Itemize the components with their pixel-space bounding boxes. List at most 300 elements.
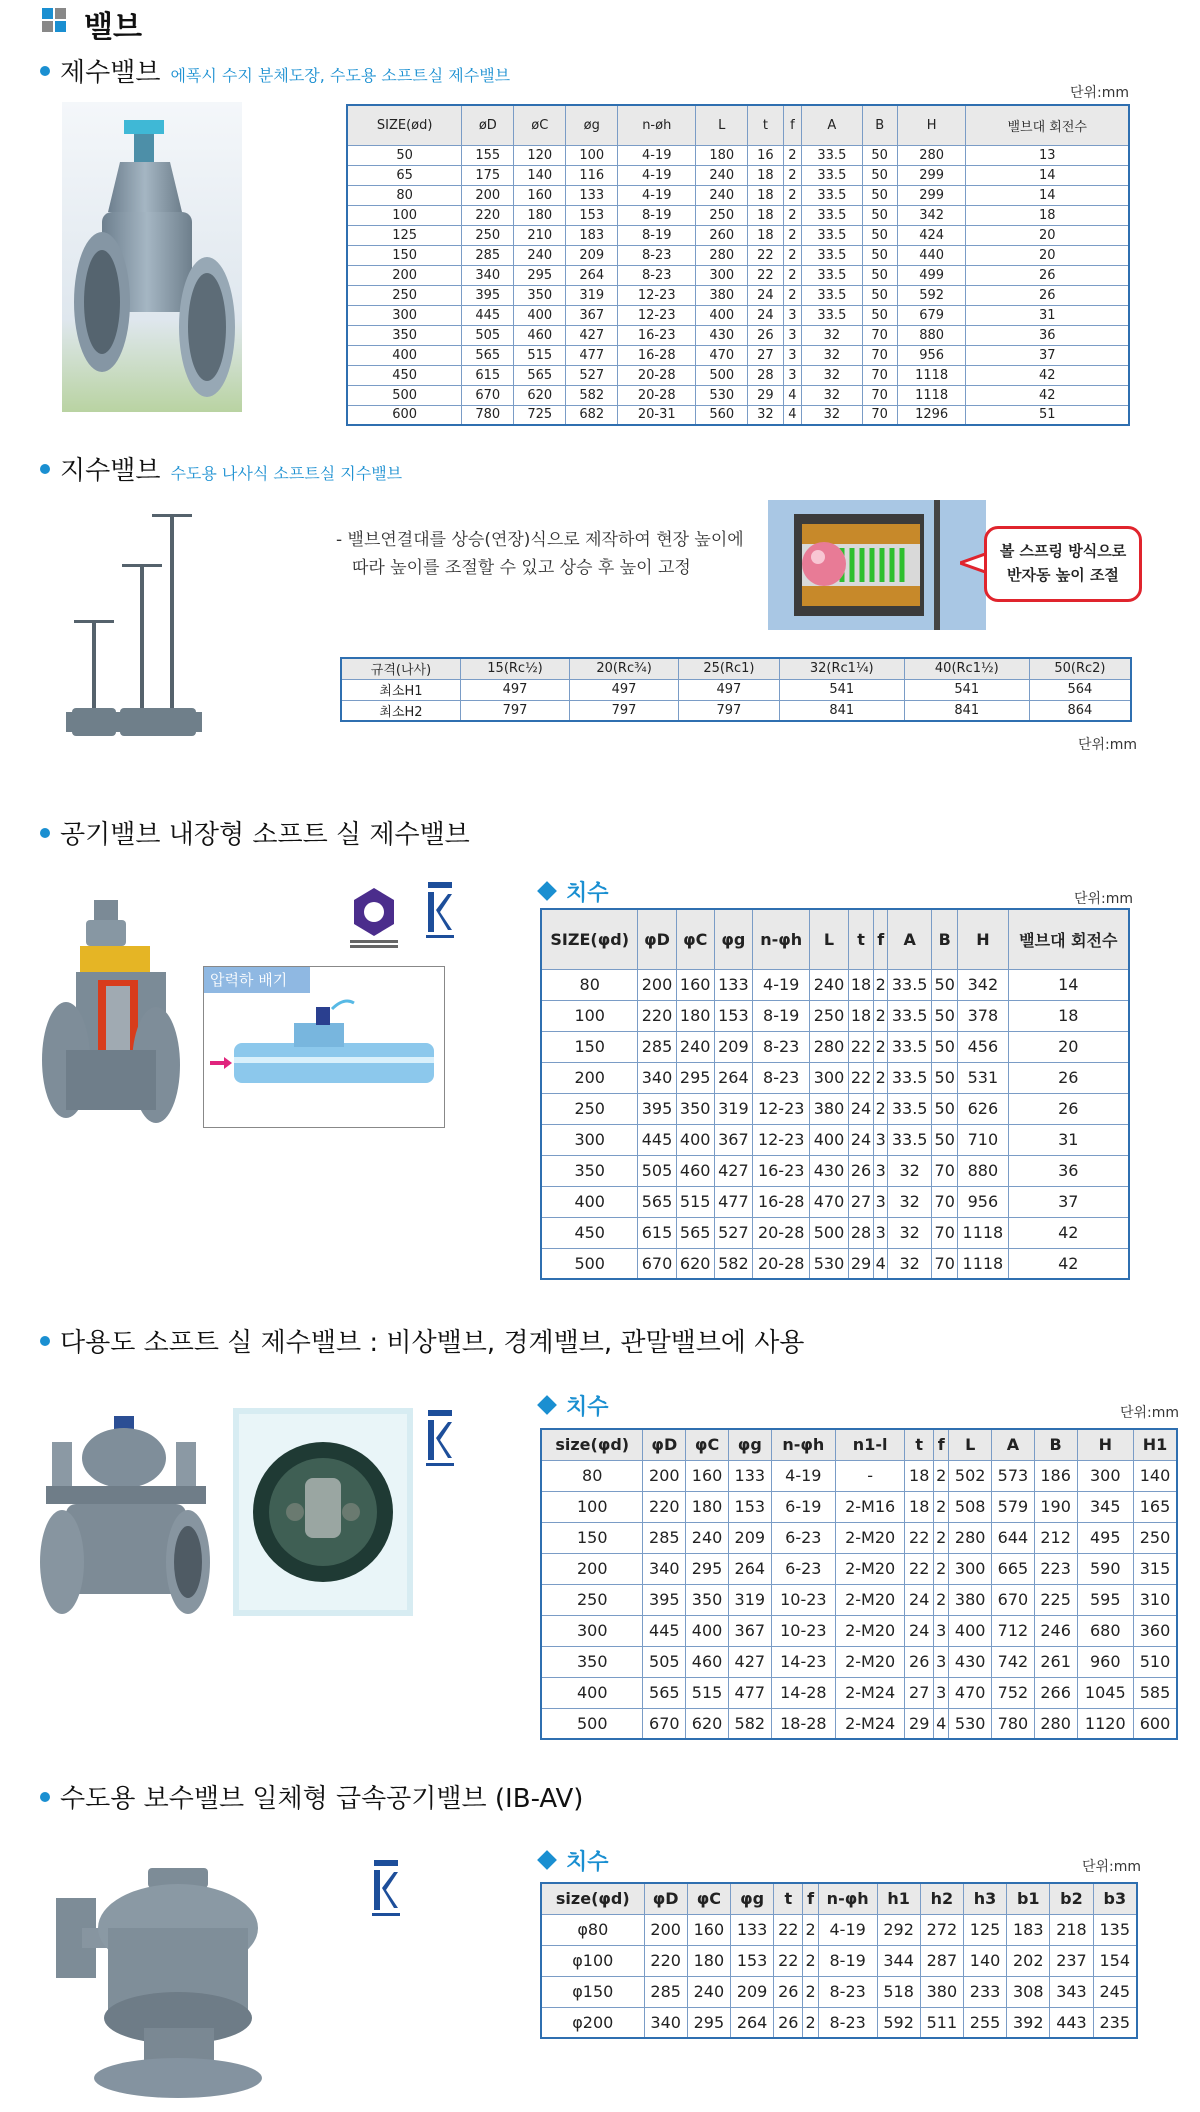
table-cell: 42 <box>966 385 1129 405</box>
table-cell: 218 <box>1050 1914 1093 1945</box>
table-cell: 183 <box>566 225 618 245</box>
table-cell: 3 <box>874 1217 888 1248</box>
table-cell: 12-23 <box>618 285 696 305</box>
table-cell: 225 <box>1034 1584 1077 1615</box>
table-cell: 33.5 <box>802 225 862 245</box>
table-cell: 497 <box>679 679 780 700</box>
table-cell: 33.5 <box>887 1093 931 1124</box>
table-row <box>347 305 1129 325</box>
table-cell: 18-28 <box>771 1708 835 1739</box>
table-cell: 250 <box>541 1584 643 1615</box>
table-cell: 367 <box>728 1615 771 1646</box>
table-header-cell: φg <box>728 1429 771 1460</box>
section4-dim-heading <box>540 1390 609 1421</box>
table-cell: 32 <box>748 405 783 425</box>
table-cell: 565 <box>638 1186 676 1217</box>
table-cell: 220 <box>643 1491 686 1522</box>
table-cell: 670 <box>638 1248 676 1279</box>
table-cell: 18 <box>748 225 783 245</box>
table-cell: 14 <box>966 165 1129 185</box>
table-cell: 470 <box>810 1186 848 1217</box>
table-row <box>347 185 1129 205</box>
table-cell: 33.5 <box>887 1124 931 1155</box>
table-cell: 31 <box>966 305 1129 325</box>
table-cell: 6-23 <box>771 1553 835 1584</box>
table-header-cell: B <box>932 909 958 969</box>
table-cell: 2 <box>783 245 802 265</box>
table-row <box>341 679 1131 700</box>
table-cell: 100 <box>541 1000 638 1031</box>
section2-title <box>40 450 402 487</box>
table-cell: 285 <box>462 245 514 265</box>
table-cell: 380 <box>949 1584 992 1615</box>
table-header-cell: L <box>810 909 848 969</box>
table-cell: 최소H1 <box>341 679 461 700</box>
table-cell: 505 <box>638 1155 676 1186</box>
table-row <box>541 1522 1177 1553</box>
table-cell: 250 <box>541 1093 638 1124</box>
table-header-cell: øg <box>566 105 618 145</box>
table-cell: 32 <box>887 1248 931 1279</box>
table-cell: 2 <box>783 165 802 185</box>
table-cell: 32 <box>802 385 862 405</box>
table-cell: 18 <box>905 1460 934 1491</box>
table-cell: 20-31 <box>618 405 696 425</box>
table-cell: 615 <box>462 365 514 385</box>
table-cell: 2 <box>783 265 802 285</box>
table-cell: 565 <box>676 1217 714 1248</box>
table-cell: 33.5 <box>802 245 862 265</box>
table-cell: 200 <box>644 1914 687 1945</box>
table-cell: 140 <box>514 165 566 185</box>
table-cell: 22 <box>905 1553 934 1584</box>
table-row <box>347 285 1129 305</box>
pressure-exhaust-label: 압력하 배기 <box>204 967 310 993</box>
table-cell: 186 <box>1034 1460 1077 1491</box>
table-row <box>347 245 1129 265</box>
table-cell: 780 <box>462 405 514 425</box>
table-cell: 343 <box>1050 1976 1093 2007</box>
table-row <box>347 365 1129 385</box>
table-cell: 500 <box>347 385 462 405</box>
bullet-icon <box>40 464 50 474</box>
table-cell: 50 <box>862 285 897 305</box>
table-cell: 3 <box>874 1186 888 1217</box>
table-cell: 3 <box>783 305 802 325</box>
table-cell: 20 <box>966 245 1129 265</box>
table-cell: 32 <box>887 1186 931 1217</box>
table-cell: 430 <box>810 1155 848 1186</box>
section1-spec-table <box>346 104 1130 426</box>
table-cell: 20-28 <box>752 1217 809 1248</box>
table-header-row <box>541 1883 1137 1914</box>
table-row <box>541 1460 1177 1491</box>
table-cell: 153 <box>728 1491 771 1522</box>
table-cell: 33.5 <box>802 165 862 185</box>
table-cell: 29 <box>905 1708 934 1739</box>
table-cell: 220 <box>462 205 514 225</box>
table-cell: 295 <box>686 1553 729 1584</box>
table-cell: 37 <box>1008 1186 1129 1217</box>
table-cell: 18 <box>748 165 783 185</box>
table-cell: 50 <box>862 185 897 205</box>
table-cell: 300 <box>949 1553 992 1584</box>
table-cell: 400 <box>949 1615 992 1646</box>
table-cell: 36 <box>1008 1155 1129 1186</box>
table-row <box>347 205 1129 225</box>
table-cell: 100 <box>347 205 462 225</box>
table-cell: 573 <box>992 1460 1035 1491</box>
table-cell: 582 <box>566 385 618 405</box>
table-cell: 22 <box>848 1062 874 1093</box>
table-cell: 315 <box>1134 1553 1177 1584</box>
table-row <box>541 1093 1129 1124</box>
title-square-icon <box>55 8 66 19</box>
table-row <box>347 345 1129 365</box>
table-cell: 6-19 <box>771 1491 835 1522</box>
table-cell: 424 <box>897 225 966 245</box>
table-cell: 1118 <box>897 365 966 385</box>
table-cell: 50 <box>862 165 897 185</box>
table-cell: 505 <box>643 1646 686 1677</box>
table-header-cell: t <box>848 909 874 969</box>
section2-title-text: 지수밸브 <box>60 456 161 486</box>
table-cell: 615 <box>638 1217 676 1248</box>
table-cell: 2-M20 <box>836 1584 905 1615</box>
gate-valve-image <box>62 102 242 412</box>
table-cell: 595 <box>1077 1584 1134 1615</box>
table-header-cell: SIZE(φd) <box>541 909 638 969</box>
table-cell: 26 <box>966 285 1129 305</box>
table-cell: 100 <box>566 145 618 165</box>
table-cell: 209 <box>566 245 618 265</box>
table-cell: 470 <box>949 1677 992 1708</box>
table-cell: 308 <box>1007 1976 1050 2007</box>
table-cell: 2-M20 <box>836 1553 905 1584</box>
table-cell: 223 <box>1034 1553 1077 1584</box>
table-header-cell: 40(Rc1½) <box>904 658 1029 679</box>
table-cell: 32 <box>802 345 862 365</box>
table-cell: 18 <box>848 1000 874 1031</box>
table-cell: 70 <box>932 1155 958 1186</box>
table-cell: 450 <box>541 1217 638 1248</box>
table-cell: 367 <box>566 305 618 325</box>
table-cell: 2 <box>783 185 802 205</box>
table-cell: 400 <box>686 1615 729 1646</box>
table-cell: 4 <box>874 1248 888 1279</box>
table-cell: 797 <box>570 700 679 721</box>
table-cell: 477 <box>566 345 618 365</box>
ball-spring-callout <box>984 526 1142 602</box>
table-cell: 541 <box>904 679 1029 700</box>
table-cell: 579 <box>992 1491 1035 1522</box>
table-cell: 300 <box>810 1062 848 1093</box>
table-header-row <box>541 1429 1177 1460</box>
table-cell: 3 <box>783 345 802 365</box>
table-cell: 22 <box>748 245 783 265</box>
table-cell: 160 <box>687 1914 730 1945</box>
table-header-cell: φC <box>687 1883 730 1914</box>
table-header-cell: φg <box>714 909 752 969</box>
table-cell: 133 <box>714 969 752 1000</box>
section3-spec-table <box>540 908 1130 1280</box>
table-cell: 395 <box>643 1584 686 1615</box>
table-cell: - <box>836 1460 905 1491</box>
table-cell: 670 <box>992 1584 1035 1615</box>
table-cell: 682 <box>566 405 618 425</box>
table-cell: 2 <box>874 1093 888 1124</box>
table-cell: 8-19 <box>618 225 696 245</box>
table-cell: 42 <box>1008 1217 1129 1248</box>
section5-unit: 단위:mm <box>1082 1859 1142 1875</box>
table-cell: 20-28 <box>618 365 696 385</box>
table-cell: 582 <box>714 1248 752 1279</box>
table-cell: 500 <box>541 1708 643 1739</box>
table-cell: 367 <box>714 1124 752 1155</box>
section5-spec-table <box>540 1882 1138 2039</box>
table-header-row <box>347 105 1129 145</box>
table-cell: 350 <box>541 1646 643 1677</box>
table-cell: 360 <box>1134 1615 1177 1646</box>
table-cell: 592 <box>877 2007 920 2038</box>
table-cell: 150 <box>347 245 462 265</box>
table-cell: 133 <box>728 1460 771 1491</box>
table-cell: 200 <box>347 265 462 285</box>
table-cell: 140 <box>1134 1460 1177 1491</box>
table-cell: 16-23 <box>752 1155 809 1186</box>
section3-title-text: 공기밸브 내장형 소프트 실 제수밸브 <box>60 820 470 850</box>
table-cell: 29 <box>748 385 783 405</box>
table-header-cell: B <box>862 105 897 145</box>
table-header-cell: øD <box>462 105 514 145</box>
table-cell: 4-19 <box>618 145 696 165</box>
diamond-icon <box>537 1850 557 1870</box>
kc-mark-icon <box>424 1408 456 1470</box>
table-cell: 24 <box>905 1615 934 1646</box>
table-cell: 22 <box>905 1522 934 1553</box>
table-row <box>541 1615 1177 1646</box>
table-cell: 450 <box>347 365 462 385</box>
table-cell: 6-23 <box>771 1522 835 1553</box>
table-cell: 180 <box>686 1491 729 1522</box>
table-cell: 530 <box>810 1248 848 1279</box>
table-cell: 2 <box>874 1031 888 1062</box>
table-cell: 250 <box>462 225 514 245</box>
table-cell: 26 <box>966 265 1129 285</box>
table-row <box>541 1248 1129 1279</box>
table-cell: 443 <box>1050 2007 1093 2038</box>
table-cell: 500 <box>696 365 748 385</box>
table-cell: 680 <box>1077 1615 1134 1646</box>
table-cell: 2 <box>934 1584 949 1615</box>
table-header-cell: 규격(나사) <box>341 658 461 679</box>
section5-dim-heading <box>540 1845 609 1876</box>
table-cell: 2-M16 <box>836 1491 905 1522</box>
table-cell: 295 <box>514 265 566 285</box>
table-cell: 500 <box>541 1248 638 1279</box>
table-cell: 797 <box>679 700 780 721</box>
table-header-cell: 밸브대 회전수 <box>1008 909 1129 969</box>
table-cell: 592 <box>897 285 966 305</box>
table-cell: 2-M24 <box>836 1708 905 1739</box>
table-cell: 209 <box>714 1031 752 1062</box>
table-cell: 24 <box>748 305 783 325</box>
table-row <box>347 145 1129 165</box>
table-cell: 27 <box>848 1186 874 1217</box>
table-cell: 460 <box>676 1155 714 1186</box>
table-cell: φ150 <box>541 1976 644 2007</box>
table-cell: 20 <box>966 225 1129 245</box>
table-cell: 233 <box>963 1976 1006 2007</box>
table-cell: 497 <box>461 679 570 700</box>
table-cell: 515 <box>514 345 566 365</box>
table-cell: 565 <box>514 365 566 385</box>
table-header-cell: size(φd) <box>541 1883 644 1914</box>
table-cell: 295 <box>687 2007 730 2038</box>
table-header-cell: φD <box>644 1883 687 1914</box>
table-cell: 340 <box>462 265 514 285</box>
section3-dim-heading <box>540 876 609 907</box>
table-cell: 780 <box>992 1708 1035 1739</box>
table-header-cell: b1 <box>1007 1883 1050 1914</box>
table-cell: 27 <box>905 1677 934 1708</box>
table-cell: 880 <box>958 1155 1008 1186</box>
table-cell: 644 <box>992 1522 1035 1553</box>
table-row <box>541 1677 1177 1708</box>
table-cell: 530 <box>949 1708 992 1739</box>
table-cell: 3 <box>934 1615 949 1646</box>
table-cell: 712 <box>992 1615 1035 1646</box>
table-cell: 16-28 <box>752 1186 809 1217</box>
table-cell: 505 <box>462 325 514 345</box>
table-cell: 27 <box>748 345 783 365</box>
table-cell: 150 <box>541 1031 638 1062</box>
table-cell: 8-19 <box>618 205 696 225</box>
table-cell: 725 <box>514 405 566 425</box>
table-row <box>347 225 1129 245</box>
table-cell: 445 <box>462 305 514 325</box>
table-header-cell: φD <box>643 1429 686 1460</box>
table-cell: 400 <box>514 305 566 325</box>
table-cell: 518 <box>877 1976 920 2007</box>
table-header-cell: t <box>774 1883 803 1914</box>
table-cell: 50 <box>862 305 897 325</box>
table-cell: 350 <box>686 1584 729 1615</box>
table-cell: 4-19 <box>771 1460 835 1491</box>
table-cell: 165 <box>1134 1491 1177 1522</box>
table-cell: 32 <box>802 405 862 425</box>
section2-subtitle: 수도용 나사식 소프트실 지수밸브 <box>170 464 403 483</box>
table-cell: 245 <box>1093 1976 1137 2007</box>
table-cell: 200 <box>638 969 676 1000</box>
table-cell: 16 <box>748 145 783 165</box>
table-cell: 70 <box>862 405 897 425</box>
table-cell: 8-23 <box>752 1031 809 1062</box>
table-cell: 135 <box>1093 1914 1137 1945</box>
table-header-cell: h3 <box>963 1883 1006 1914</box>
table-cell: 26 <box>905 1646 934 1677</box>
table-cell: 670 <box>643 1708 686 1739</box>
table-cell: 1045 <box>1077 1677 1134 1708</box>
table-cell: 260 <box>696 225 748 245</box>
table-cell: 80 <box>347 185 462 205</box>
table-cell: 50 <box>347 145 462 165</box>
table-cell: 100 <box>541 1491 643 1522</box>
table-cell: 153 <box>566 205 618 225</box>
table-row <box>347 385 1129 405</box>
table-header-cell: L <box>949 1429 992 1460</box>
table-cell: 1120 <box>1077 1708 1134 1739</box>
table-cell: 14 <box>966 185 1129 205</box>
table-cell: φ100 <box>541 1945 644 1976</box>
table-cell: 510 <box>1134 1646 1177 1677</box>
table-cell: 427 <box>728 1646 771 1677</box>
table-cell: 2 <box>934 1553 949 1584</box>
table-row <box>541 1914 1137 1945</box>
table-cell: 2-M24 <box>836 1677 905 1708</box>
table-cell: 600 <box>347 405 462 425</box>
table-cell: 264 <box>566 265 618 285</box>
table-cell: 220 <box>638 1000 676 1031</box>
table-cell: 527 <box>714 1217 752 1248</box>
table-cell: 511 <box>920 2007 963 2038</box>
table-cell: 202 <box>1007 1945 1050 1976</box>
section3-title <box>40 814 470 851</box>
table-cell: 300 <box>696 265 748 285</box>
table-cell: 280 <box>810 1031 848 1062</box>
valve-chamber-image <box>233 1408 413 1616</box>
table-cell: 8-19 <box>818 1945 877 1976</box>
table-cell: 620 <box>676 1248 714 1279</box>
table-cell: 28 <box>748 365 783 385</box>
table-cell: 175 <box>462 165 514 185</box>
pressure-exhaust-diagram <box>203 966 445 1128</box>
table-cell: 8-23 <box>818 2007 877 2038</box>
table-cell: 200 <box>643 1460 686 1491</box>
table-cell: 841 <box>779 700 904 721</box>
table-cell: 440 <box>897 245 966 265</box>
table-cell: 956 <box>958 1186 1008 1217</box>
table-cell: 2-M20 <box>836 1646 905 1677</box>
table-cell: 582 <box>728 1708 771 1739</box>
table-cell: 564 <box>1029 679 1131 700</box>
table-cell: 960 <box>1077 1646 1134 1677</box>
table-cell: 80 <box>541 969 638 1000</box>
table-header-cell: H <box>1077 1429 1134 1460</box>
table-cell: 350 <box>514 285 566 305</box>
section2-desc-line1: - 밸브연결대를 상승(연장)식으로 제작하여 현장 높이에 <box>336 530 744 550</box>
table-cell: 33.5 <box>802 205 862 225</box>
table-cell: 42 <box>966 365 1129 385</box>
table-cell: 20-28 <box>752 1248 809 1279</box>
table-cell: 515 <box>676 1186 714 1217</box>
table-cell: φ80 <box>541 1914 644 1945</box>
table-cell: 2 <box>803 2007 818 2038</box>
table-cell: 22 <box>774 1914 803 1945</box>
table-cell: 264 <box>730 2007 773 2038</box>
table-cell: 22 <box>748 265 783 285</box>
table-cell: 12-23 <box>752 1093 809 1124</box>
table-row <box>541 1553 1177 1584</box>
table-cell: 2 <box>934 1491 949 1522</box>
diamond-icon <box>537 881 557 901</box>
section5-title-text: 수도용 보수밸브 일체형 급속공기밸브 (IB-AV) <box>60 1784 584 1814</box>
table-cell: 742 <box>992 1646 1035 1677</box>
table-cell: 2 <box>803 1976 818 2007</box>
table-cell: 8-23 <box>618 245 696 265</box>
section4-spec-table <box>540 1428 1178 1740</box>
table-cell: 620 <box>514 385 566 405</box>
